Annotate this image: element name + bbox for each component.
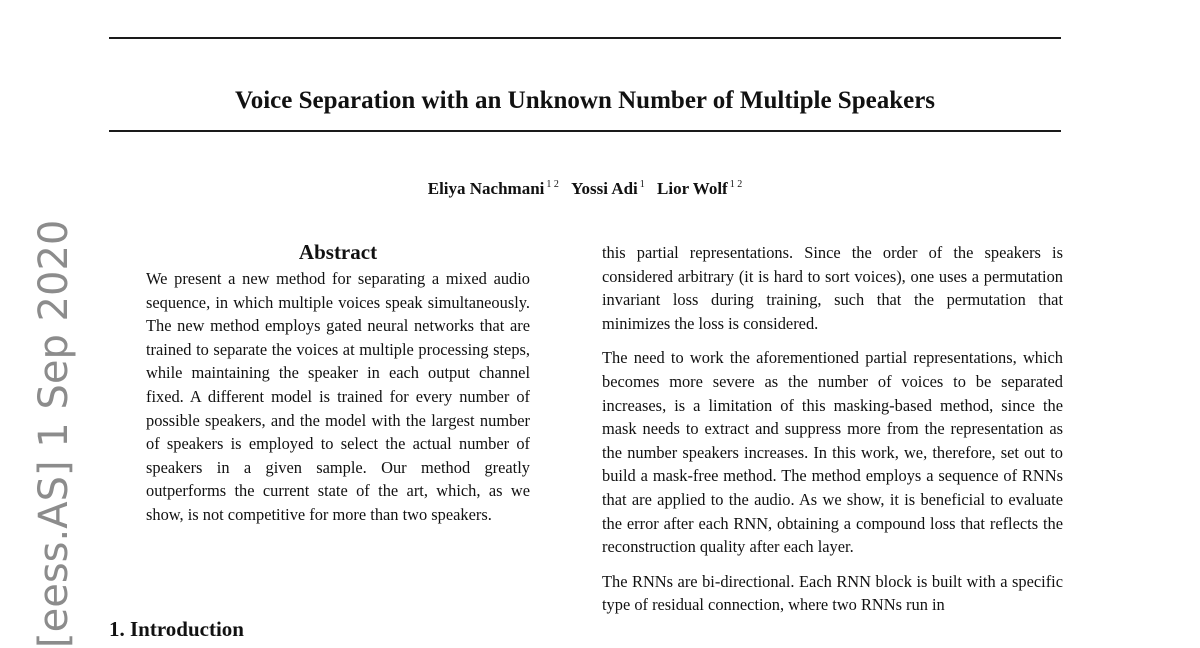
author-0 xyxy=(428,179,559,198)
author-list xyxy=(109,174,1061,200)
body-paragraph-1: The need to work the aforementioned partial representations, which becomes more severe as the number of voices to be separated increases, is a limitation of this masking-based method, since the mask needs to extract and suppress more from the representation as the number speakers increases. In this work, we, therefore, set out to build a mask-free method. The method employs a sequence of RNNs that are applied to the audio. As we show, it is beneficial to evaluate the error after each RNN, obtaining a compound loss that reflects the reconstruction quality after each layer. xyxy=(602,348,1063,557)
title-top-rule xyxy=(109,37,1061,39)
author-affiliation: 1 2 xyxy=(729,179,743,190)
author-name: Yossi Adi xyxy=(571,178,638,198)
abstract-body xyxy=(146,267,530,527)
author-name: Lior Wolf xyxy=(657,178,728,198)
abstract-section xyxy=(146,238,530,527)
paper-title: Voice Separation with an Unknown Number of Multiple Speakers xyxy=(234,86,936,114)
body-paragraph-0: this partial representations. Since the order of the speakers is considered arbitrary (it is hard to sort voices), one uses a permutation invariant loss during training, such that the permutation that minimizes the loss is considered. xyxy=(602,243,1063,333)
right-column-text xyxy=(602,241,1063,628)
title-bottom-rule xyxy=(109,130,1061,132)
author-affiliation: 1 xyxy=(639,179,645,190)
abstract-paragraph: We present a new method for separating a mixed audio sequence, in which multiple voices speak simultaneously. The new method employs gated neural networks that are trained to separate the voices at multiple processing steps, while maintaining the speaker in each output channel fixed. A different model is trained for every number of possible speakers, and the model with the largest number of speakers is employed to select the actual number of speakers in a given sample. Our method greatly outperforms the current state of the art, which, as we show, is not competitive for more than two speakers. xyxy=(146,269,530,524)
arxiv-stamp-text: [eess.AS] 1 Sep 2020 xyxy=(31,219,77,648)
author-2 xyxy=(657,179,742,198)
author-name: Eliya Nachmani xyxy=(427,178,545,198)
body-paragraph-2: The RNNs are bi-directional. Each RNN block is built with a specific type of residual connection, where two RNNs run in xyxy=(602,571,1063,615)
abstract-heading: Abstract xyxy=(298,240,378,264)
section-heading-introduction: 1. Introduction xyxy=(109,617,244,641)
author-1 xyxy=(571,179,645,198)
author-affiliation: 1 2 xyxy=(546,179,559,190)
